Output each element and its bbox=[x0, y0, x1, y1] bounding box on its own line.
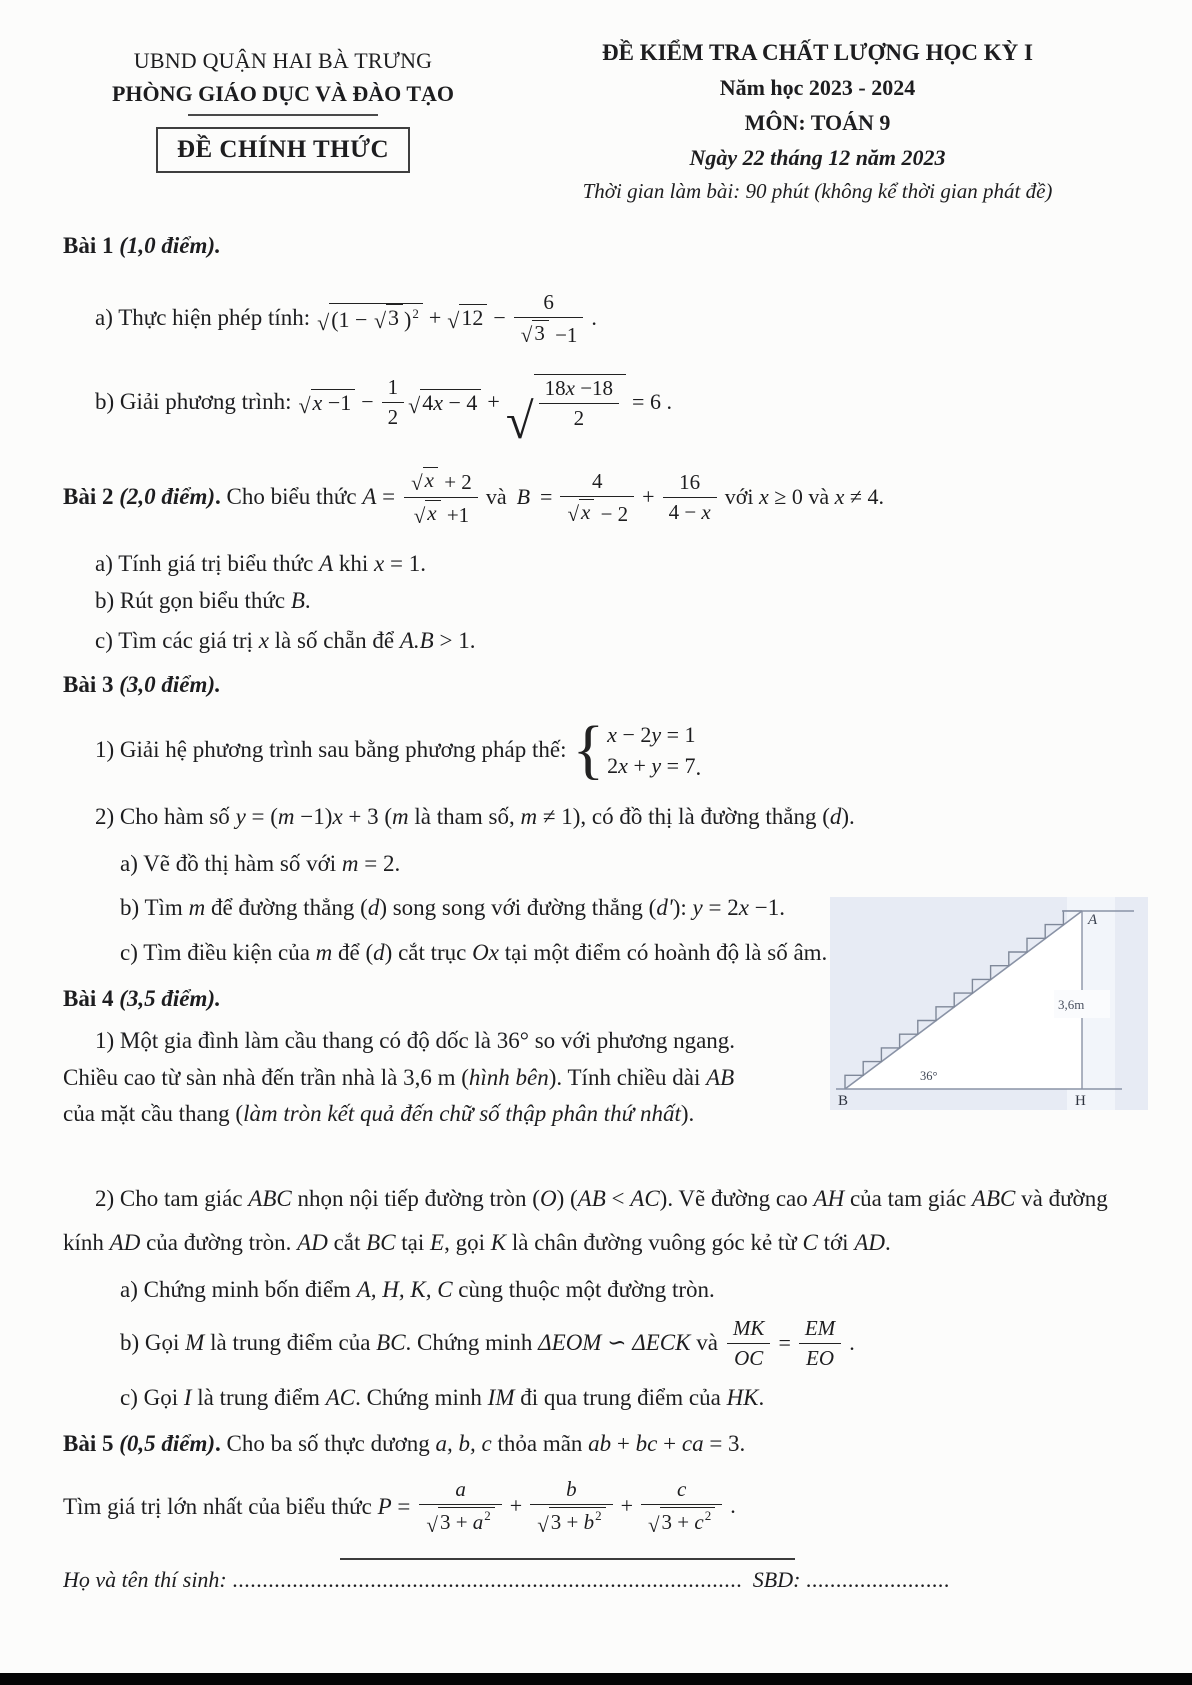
candidate-name-field: ..................................................................................... bbox=[232, 1566, 743, 1592]
staircase-drawing bbox=[830, 897, 1148, 1110]
sqrt-radical: √ 4x − 4 bbox=[408, 389, 481, 416]
problem-3-2: 2) Cho hàm số y = (m −1)x + 3 (m là tham số, m ≠ 1), có đồ thị là đường thẳng (d). bbox=[95, 804, 855, 829]
sqrt-radical: √ x bbox=[411, 467, 438, 493]
section-bai4-heading: Bài 4 (3,5 điểm). bbox=[63, 986, 221, 1011]
figure-label-a: A bbox=[1088, 912, 1098, 928]
candidate-name-label: Họ và tên thí sinh: bbox=[63, 1566, 227, 1592]
problem-1b bbox=[63, 360, 1132, 449]
figure-label-angle: 36° bbox=[920, 1069, 938, 1083]
exam-header bbox=[63, 40, 1132, 204]
section-bai5-heading: Bài 5 (0,5 điểm). Cho ba số thực dương a, b, c thỏa mãn ab + bc + ca = 3. bbox=[63, 1430, 746, 1456]
sbd-field: ........................ bbox=[806, 1566, 951, 1592]
staircase-figure bbox=[830, 897, 1148, 1110]
problem-1a bbox=[63, 280, 1132, 356]
fraction: $\frac{1}{2}$ bbox=[382, 374, 405, 430]
problem-2b: b) Rút gọn biểu thức B. bbox=[95, 588, 311, 613]
fraction: 6 √ 3 −1 bbox=[514, 289, 584, 347]
problem-2c: c) Tìm các giá trị x là số chẵn để A.B > 1. bbox=[95, 628, 476, 653]
sqrt-radical: √ x bbox=[414, 500, 441, 526]
sqrt-radical: √ 3 bbox=[374, 304, 403, 331]
sqrt-radical: √ $3 + b^2$ bbox=[537, 1507, 605, 1535]
figure-label-height: 3,6m bbox=[1058, 997, 1085, 1012]
sqrt-radical: √ 3 bbox=[521, 320, 549, 346]
fraction: $\frac{16}{4 - x}$ bbox=[663, 469, 717, 525]
problem-4-2b: b) Gọi M là trung điểm của BC. Chứng minh ΔEOM ∽ ΔECK và $\frac{MK}{OC}$ = $\frac{EM}{EO}$ . bbox=[63, 1310, 1132, 1376]
problem-4-1: 1) Một gia đình làm cầu thang có độ dốc là 36° so với phương ngang. Chiều cao từ sàn nhà đến trần nhà là 3,6 m (hình bên). Tính chiều dài AB của mặt cầu thang (làm tròn kết quả đến chữ số thập phân thứ nhất). bbox=[63, 1028, 736, 1126]
fraction: c √ $3 + c^2$ bbox=[641, 1476, 722, 1536]
problem-4-2c: c) Gọi I là trung điểm AC. Chứng minh IM đi qua trung điểm của HK. bbox=[120, 1384, 765, 1410]
problem-3-2b: b) Tìm m để đường thẳng (d) song song với đường thẳng (d'): y = 2x −1. bbox=[120, 895, 785, 920]
org-line-1: UBND QUẬN HAI BÀ TRƯNG bbox=[133, 48, 433, 73]
header-left bbox=[63, 40, 503, 204]
footer-divider bbox=[340, 1558, 795, 1560]
section-bai3-heading: Bài 3 (3,0 điểm). bbox=[63, 672, 221, 697]
problem-4-2a: a) Chứng minh bốn điểm A, H, K, C cùng thuộc một đường tròn. bbox=[120, 1276, 715, 1302]
problem-3-2c: c) Tìm điều kiện của m để (d) cắt trục Ox tại một điểm có hoành độ là số âm. bbox=[120, 940, 828, 965]
problem-2a: a) Tính giá trị biểu thức A khi x = 1. bbox=[95, 551, 426, 576]
fraction: a √ $3 + a^2$ bbox=[419, 1476, 501, 1536]
fraction: $\frac{MK}{OC}$ bbox=[727, 1315, 771, 1371]
org-line-2: PHÒNG GIÁO DỤC VÀ ĐÀO TẠO bbox=[111, 81, 455, 106]
scan-bottom-edge bbox=[0, 1673, 1192, 1685]
figure-label-h: H bbox=[1075, 1093, 1086, 1109]
sqrt-radical: √ $3 + c^2$ bbox=[648, 1507, 715, 1535]
footer bbox=[63, 1567, 1132, 1593]
header-right bbox=[503, 40, 1132, 204]
problem-4-2: 2) Cho tam giác ABC nhọn nội tiếp đường tròn (O) (AB < AC). Vẽ đường cao AH của tam giác ABC và đường kính AD của đường tròn. AD cắt BC tại E, gọi K là chân đường vuông góc kẻ từ C tới AD. bbox=[63, 1185, 1108, 1255]
school-year: Năm học 2023 - 2024 bbox=[719, 75, 916, 100]
sqrt-radical: √ x bbox=[567, 499, 594, 525]
problem-3-1: 1) Giải hệ phương trình sau bằng phương pháp thế: { x − 2y = 1 2x + y = 7 . bbox=[95, 712, 702, 786]
problem-3-2a: a) Vẽ đồ thị hàm số với m = 2. bbox=[120, 851, 401, 876]
problem-5-formula-line: Tìm giá trị lớn nhất của biểu thức P = a √ $3 + a^2$ + b √ $3 + b^2$ + c √ $3 + c^2$ . bbox=[63, 1466, 1132, 1548]
sbd-label: SBD: bbox=[752, 1566, 801, 1592]
fraction: √ x + 2 √ x +1 bbox=[404, 466, 478, 527]
formula-1b: √ x −1 − $\frac{1}{2}$ √ 4x − 4 + √ $\frac{18x -18}{2}$ = 6 . bbox=[298, 375, 672, 449]
sqrt-radical: √ 12 bbox=[447, 304, 487, 331]
formula-2: √ x + 2 √ x +1 và B = 4 √ x − 2 + $\frac{16}{4 - x}$ với x ≥ 0 và x ≠ 4. bbox=[401, 466, 889, 527]
equation-system: { x − 2y = 1 2x + y = 7 . bbox=[572, 712, 702, 786]
problem-1a-lead: a) Thực hiện phép tính: bbox=[95, 305, 311, 330]
problem-2-lead: Bài 2 (2,0 điểm). Cho biểu thức A = bbox=[63, 484, 396, 509]
problem-1b-lead: b) Giải phương trình: bbox=[95, 389, 292, 414]
exam-title: ĐỀ KIỂM TRA CHẤT LƯỢNG HỌC KỲ I bbox=[602, 40, 1033, 65]
section-bai1-heading: Bài 1 (1,0 điểm). bbox=[63, 233, 221, 258]
fraction: $\frac{EM}{EO}$ bbox=[799, 1315, 841, 1371]
subject: MÔN: TOÁN 9 bbox=[744, 110, 891, 135]
official-stamp: ĐỀ CHÍNH THỨC bbox=[156, 127, 410, 173]
sqrt-radical: √ x −1 bbox=[298, 389, 355, 416]
figure-label-b: B bbox=[838, 1093, 849, 1109]
exam-date: Ngày 22 tháng 12 năm 2023 bbox=[689, 145, 946, 170]
formula-4b: $\frac{MK}{OC}$ = $\frac{EM}{EO}$ . bbox=[724, 1315, 860, 1371]
fraction: $\frac{18x -18}{2}$ bbox=[539, 375, 619, 431]
formula-1a: √ (1 − √ 3 )$^2$ + √ 12 − 6 √ 3 −1 . bbox=[317, 289, 597, 348]
sqrt-radical: √ $3 + a^2$ bbox=[426, 1507, 494, 1535]
fraction: b √ $3 + b^2$ bbox=[530, 1476, 612, 1536]
sqrt-radical: √ $\frac{18x -18}{2}$ bbox=[506, 374, 626, 431]
system-row-2: 2x + y = 7 bbox=[607, 753, 696, 778]
sqrt-radical: √ (1 − √ 3 )$^2$ bbox=[317, 303, 423, 333]
system-row-1: x − 2y = 1 bbox=[607, 722, 696, 747]
section-bai2-heading bbox=[63, 458, 1132, 536]
formula-5: a √ $3 + a^2$ + b √ $3 + b^2$ + c √ $3 + c^2$ . bbox=[416, 1476, 740, 1536]
duration: Thời gian làm bài: 90 phút (không kể thời gian phát đề) bbox=[582, 179, 1053, 203]
fraction: 4 √ x − 2 bbox=[560, 468, 634, 526]
